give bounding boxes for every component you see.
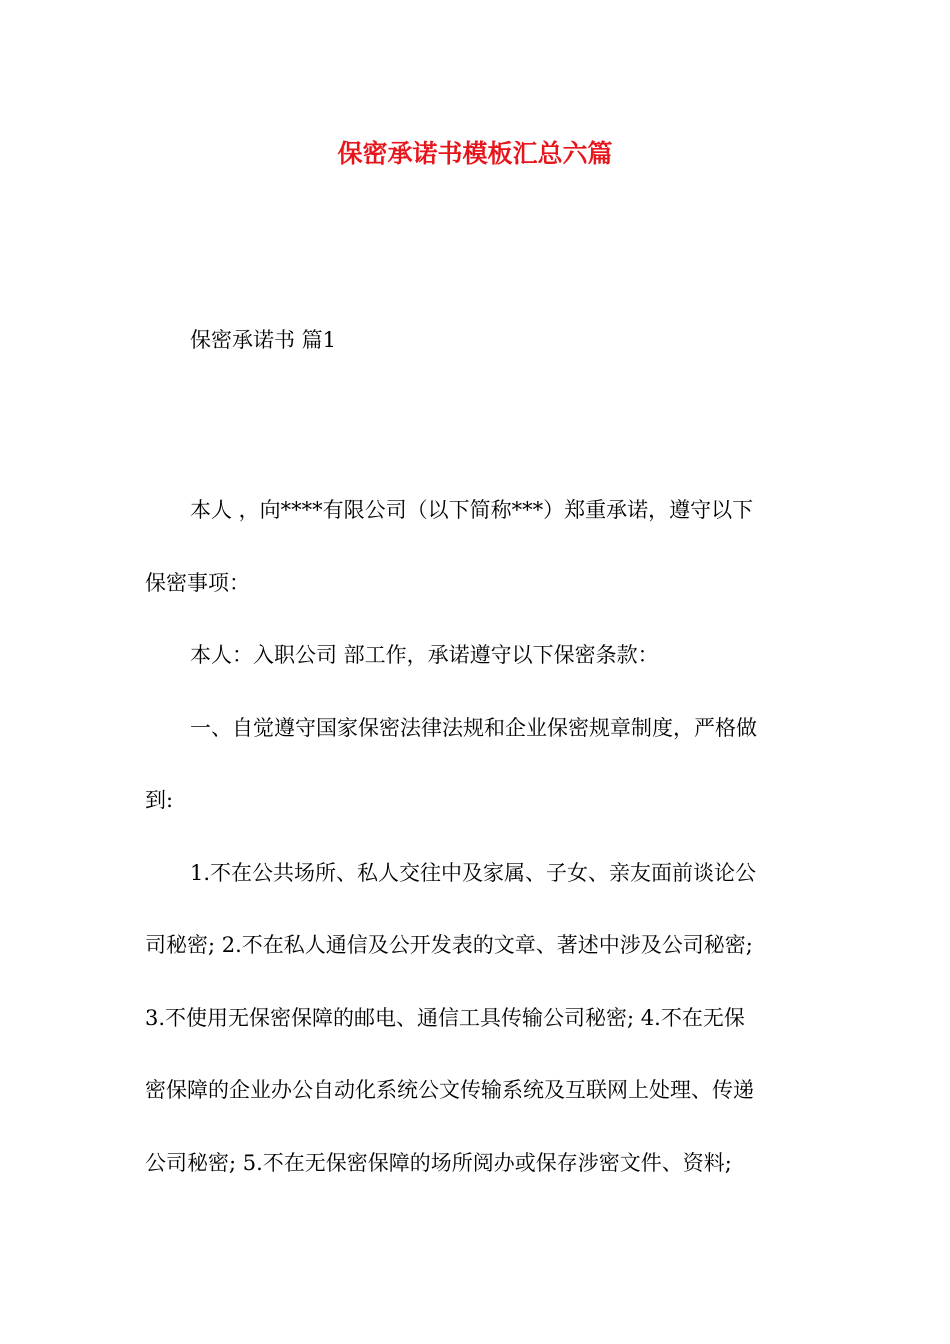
body-line: 公司秘密; 5.不在无保密保障的场所阅办或保存涉密文件、资料; [145,1150,732,1175]
body-line: 保密事项： [145,570,250,595]
body-line: 到: [145,788,174,812]
section-heading: 保密承诺书 篇1 [190,328,337,352]
body-line: 本人 ，向****有限公司（以下简称***）郑重承诺，遵守以下 [190,498,754,522]
document-body [145,474,810,1199]
body-line: 司秘密; 2.不在私人通信及公开发表的文章、著述中涉及公司秘密; [145,933,753,957]
body-line: 1.不在公共场所、私人交往中及家属、子女、亲友面前谈论公 [190,860,757,885]
document-title: 保密承诺书模板汇总六篇 [337,139,613,168]
body-line: 本人：入职公司 部工作，承诺遵守以下保密条款： [190,643,659,667]
body-line: 3.不使用无保密保障的邮电、通信工具传输公司秘密; 4.不在无保 [145,1005,745,1030]
body-line: 密保障的企业办公自动化系统公文传输系统及互联网上处理、传递 [145,1078,754,1102]
body-line: 一、自觉遵守国家保密法律法规和企业保密规章制度，严格做 [190,715,757,740]
